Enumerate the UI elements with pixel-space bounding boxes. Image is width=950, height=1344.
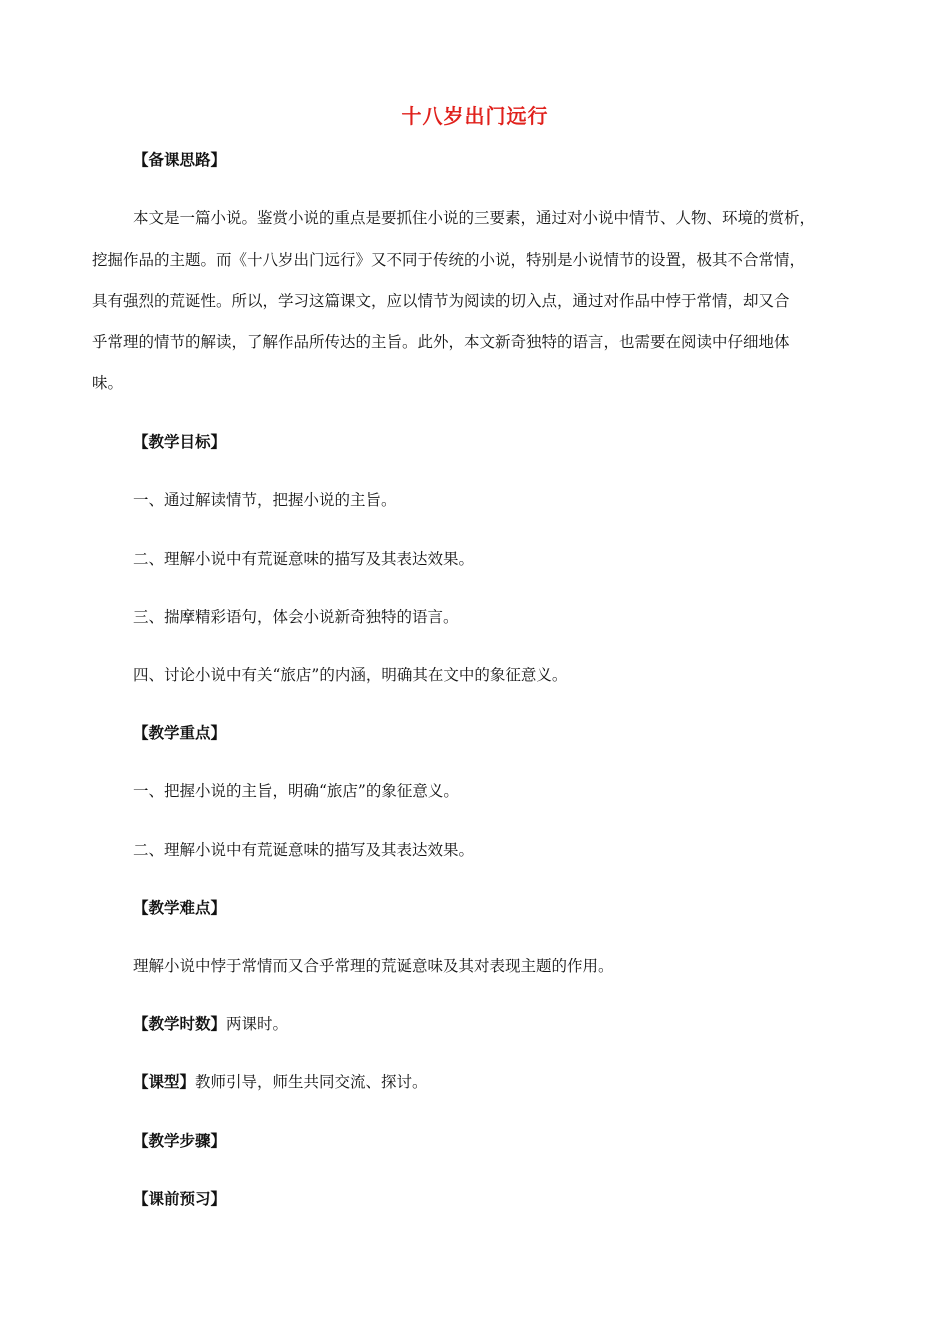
goals-heading: 【教学目标】	[133, 432, 227, 451]
key-heading: 【教学重点】	[133, 723, 227, 742]
prep-heading: 【备课思路】	[133, 150, 227, 169]
key-point-1: 一、把握小说的主旨，明确“旅店”的象征意义。	[133, 782, 459, 800]
prep-line-5: 味。	[92, 374, 124, 392]
steps-heading: 【教学步骤】	[133, 1131, 227, 1150]
goal-item-4: 四、讨论小说中有关“旅店”的内涵，明确其在文中的象征意义。	[133, 666, 568, 684]
goal-item-3: 三、揣摩精彩语句，体会小说新奇独特的语言。	[133, 608, 459, 626]
type-heading: 【课型】	[133, 1072, 196, 1091]
prep-line-1: 本文是一篇小说。鉴赏小说的重点是要抓住小说的三要素，通过对小说中情节、人物、环境的赏析，	[133, 209, 816, 227]
difficulty-heading: 【教学难点】	[133, 898, 227, 917]
preview-heading: 【课前预习】	[133, 1189, 227, 1208]
hours-heading: 【教学时数】	[133, 1014, 227, 1033]
key-point-2: 二、理解小说中有荒诞意味的描写及其表达效果。	[133, 841, 475, 859]
type-line	[133, 1072, 428, 1092]
hours-line	[133, 1014, 288, 1034]
goal-item-2: 二、理解小说中有荒诞意味的描写及其表达效果。	[133, 550, 475, 568]
goal-item-1: 一、通过解读情节，把握小说的主旨。	[133, 491, 397, 509]
prep-line-3: 具有强烈的荒诞性。所以，学习这篇课文，应以情节为阅读的切入点，通过对作品中悖于常情，却又合	[92, 292, 790, 310]
prep-line-4: 乎常理的情节的解读，了解作品所传达的主旨。此外，本文新奇独特的语言，也需要在阅读中仔细地体	[92, 333, 790, 351]
document-title: 十八岁出门远行	[401, 104, 549, 128]
difficulty-text: 理解小说中悖于常情而又合乎常理的荒诞意味及其对表现主题的作用。	[133, 957, 614, 975]
type-value: 教师引导，师生共同交流、探讨。	[195, 1073, 428, 1091]
prep-line-2: 挖掘作品的主题。而《十八岁出门远行》又不同于传统的小说，特别是小说情节的设置，极其不合常情，	[92, 251, 806, 269]
hours-value: 两课时。	[226, 1015, 289, 1033]
